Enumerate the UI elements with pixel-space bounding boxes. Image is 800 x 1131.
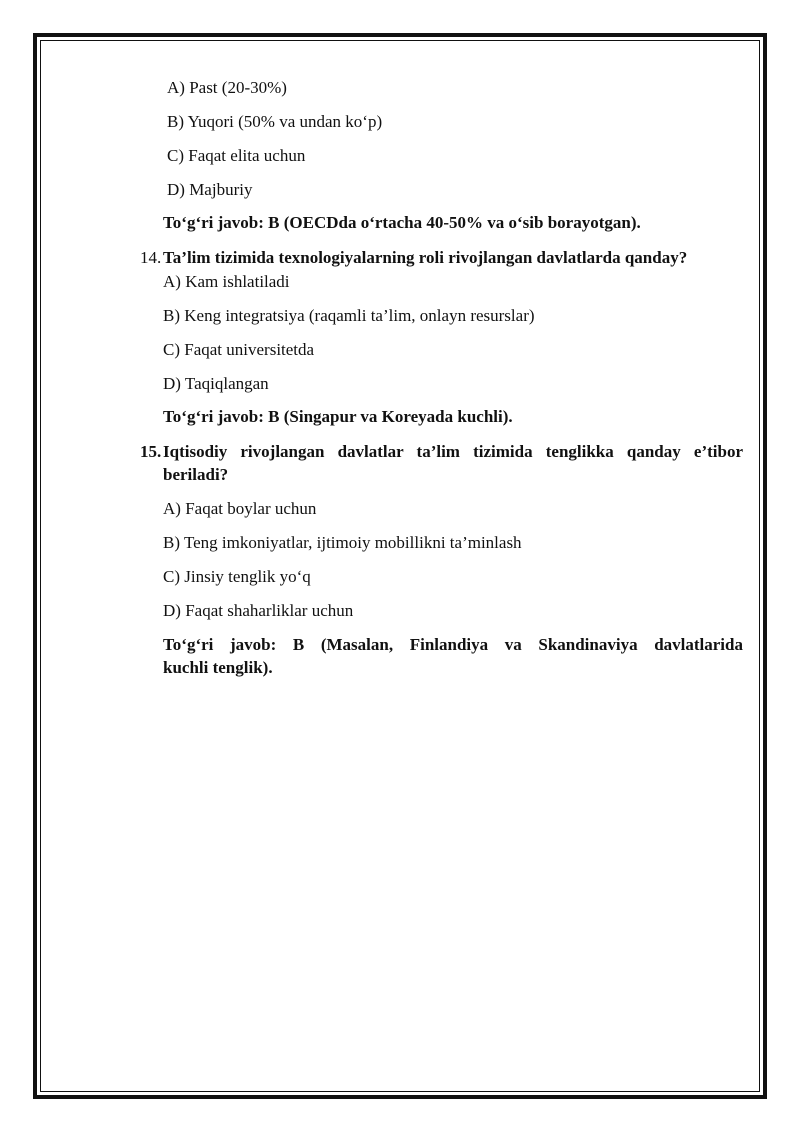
q13-option-d: D) Majburiy: [167, 180, 253, 199]
q14-option-b: B) Keng integratsiya (raqamli ta’lim, onlayn resurslar): [163, 306, 535, 325]
q13-option-b: B) Yuqori (50% va undan ko‘p): [167, 112, 383, 131]
q13-answer: To‘g‘ri javob: B (OECDda o‘rtacha 40-50% va o‘sib borayotgan).: [163, 213, 641, 232]
q15-question-line2: beriladi?: [163, 465, 229, 484]
q15-number: 15.: [140, 442, 162, 461]
q15-answer-line1: To‘g‘ri javob: B (Masalan, Finlandiya va Skandinaviya davlatlarida: [163, 635, 743, 654]
q14-option-a: A) Kam ishlatiladi: [163, 272, 290, 291]
q14-question: Ta’lim tizimida texnologiyalarning roli rivojlangan davlatlarda qanday?: [163, 248, 688, 267]
q15-answer-line2: kuchli tenglik).: [163, 658, 273, 677]
q15-option-c: C) Jinsiy tenglik yo‘q: [163, 567, 311, 586]
q15-question-line1: Iqtisodiy rivojlangan davlatlar ta’lim tizimida tenglikka qanday e’tibor: [163, 442, 743, 461]
q15-option-d: D) Faqat shaharliklar uchun: [163, 601, 354, 620]
q15-option-a: A) Faqat boylar uchun: [163, 499, 317, 518]
q13-option-c: C) Faqat elita uchun: [167, 146, 306, 165]
q14-answer: To‘g‘ri javob: B (Singapur va Koreyada kuchli).: [163, 407, 513, 426]
q14-number: 14.: [140, 248, 162, 267]
q15-option-b: B) Teng imkoniyatlar, ijtimoiy mobillikni ta’minlash: [163, 533, 522, 552]
q14-option-d: D) Taqiqlangan: [163, 374, 269, 393]
q13-option-a: A) Past (20-30%): [167, 78, 287, 97]
q14-option-c: C) Faqat universitetda: [163, 340, 315, 359]
